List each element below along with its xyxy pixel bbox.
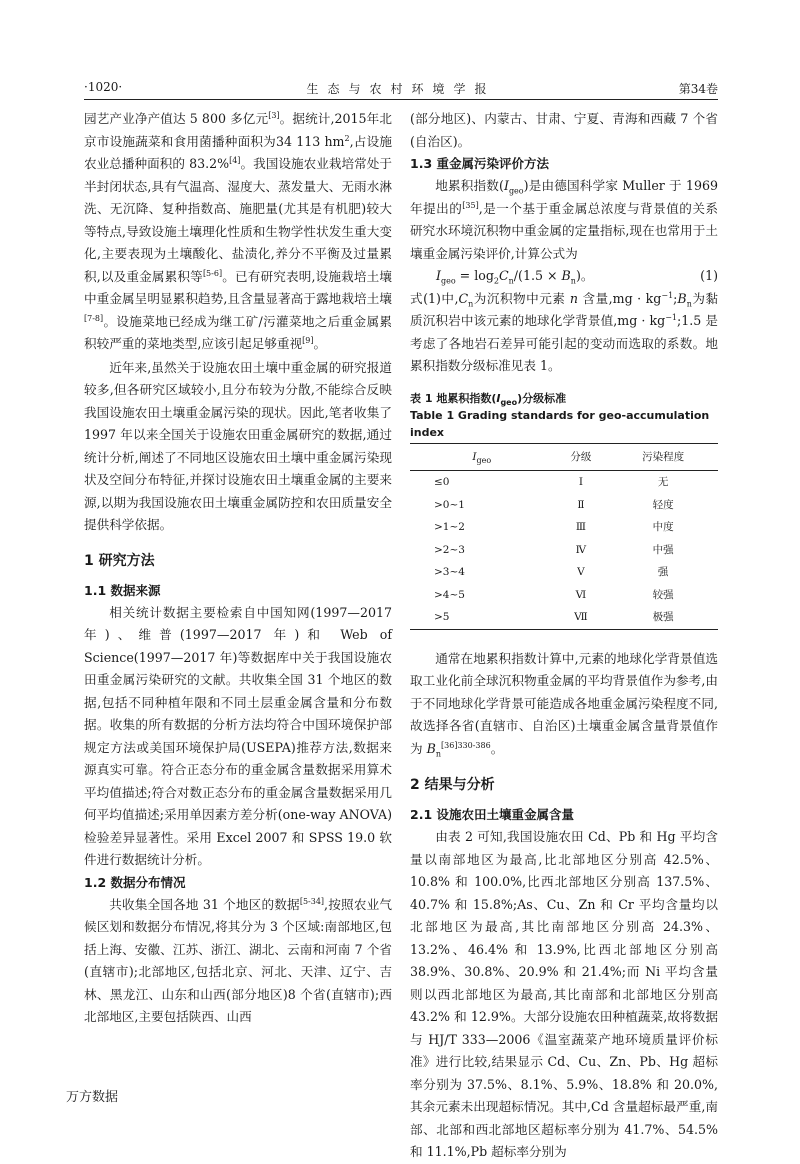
table-header-row	[410, 443, 718, 471]
subsection-heading-data-source: 1.1 数据来源	[84, 582, 161, 598]
running-header	[84, 80, 718, 100]
section-heading-results: 2 结果与分析	[410, 777, 495, 793]
table-header-level: 污染程度	[608, 443, 718, 471]
subsection-heading-heavy-metal-content: 2.1 设施农田土壤重金属含量	[410, 807, 574, 822]
paragraph-purpose: 近年来,虽然关于设施农田土壤中重金属的研究报道较多,但各研究区域较小,且分布较为分散,不能综合反映我国设施农田土壤重金属污染的现状。因此,笔者收集了 1997 年以来全国关于设施农田重金属研究的数据,通过统计分析,阐述了不同地区设施农田土壤中重金属污染现状及空间分布特征,并探讨设施农田土壤重金属的主要来源,以期为我国设施农田土壤重金属防控和农田质量安全提供科学依据。	[84, 359, 392, 532]
citation: [36]330-386	[441, 740, 491, 750]
grading-table	[410, 443, 718, 630]
citation: [4]	[229, 155, 241, 165]
table-row: >4~5 Ⅵ 较强	[434, 588, 674, 601]
table-header-grade: 分级	[554, 443, 609, 471]
volume-label: 第34卷	[678, 82, 718, 96]
table-row: >1~2 Ⅲ 中度	[434, 521, 674, 533]
table-caption-cn: 表 1 地累积指数$(I_{geo})$分级标准	[410, 391, 567, 407]
citation: [3]	[268, 110, 280, 120]
citation: [5-6]	[202, 268, 223, 278]
citation: [9]	[302, 335, 314, 345]
citation: [7-8]	[84, 313, 104, 323]
citation: [5-34]	[299, 896, 325, 906]
citation: [35]	[462, 200, 479, 210]
paragraph-results: 由表 2 可知,我国设施农田 Cd、Pb 和 Hg 平均含量以南部地区为最高,比北部地区分别高 42.5%、10.8% 和 100.0%,比西北部地区分别高 137.5%、40.7% 和 15.8%;As、Cu、Zn 和 Cr 平均含量均以北部地区为最高,其比南部地区分别高 24.3%、13.2%、46.4% 和 13.9%,比西北部地区分别高 38.9%、30.8%、20.9% 和 21.4%;而 Ni 平均含量则以西北部地区为最高,其比南部和北部地区分别高 43.2% 和 12.9%。大部分设施农田种植蔬菜,故将数据与 HJ/T 333—2006《温室蔬菜产地环境质量评价标准》进行比较,结果显示 Cd、Cu、Zn、Pb、Hg 超标率分别为 37.5%、8.1%、5.9%、18.8% 和 20.0%,其余元素未出现超标情况。其中,Cd 含量超标最严重,南部、北部和西北部地区超标率分别为 41.7%、54.5% 和 11.1%,Pb 超标率分别为	[410, 829, 718, 1159]
subsection-heading-data-distribution: 1.2 数据分布情况	[84, 874, 186, 890]
paragraph-intro-cont: 园艺产业净产值达 5 800 多亿元[3]。据统计,2015年北京市设施蔬菜和食用菌播种面积为34 113 $hm^2$,占设施农业总播种面积的 83.2%[4]。我国设施农业栽培常处于半封闭状态,具有气温高、湿度大、蒸发量大、无雨水淋洗、无沉降、复种指数高、施肥量(尤其是有机肥)较大等特点,导致设施土壤理化性质和生物学性状发生重大变化,主要表现为土壤酸化、盐渍化,养分不平衡及过量累积,以及重金属累积等[5-6]。已有研究表明,设施栽培土壤中重金属呈明显累积趋势,且含量显著高于露地栽培土壤[7-8]。设施菜地已经成为继工矿/污灌菜地之后重金属累积较严重的菜地类型,应该引起足够重视[9]。	[84, 110, 393, 351]
footer-watermark: 万方数据	[66, 1090, 119, 1105]
equation-1: $I_{geo} = \log_2C_n/(1.5 \times B_n)$。 (1)	[410, 265, 718, 288]
table-row: >2~3 Ⅳ 中强	[434, 543, 674, 556]
journal-name: 生态与农村环境学报	[306, 82, 496, 96]
table-row: >0~1 Ⅱ 轻度	[434, 498, 674, 511]
paragraph-background-values: 通常在地累积指数计算中,元素的地球化学背景值选取工业化前全球沉积物重金属的平均背景值作为参考,由于不同地球化学背景可能造成各地重金属污染程度不同,故选择各省(直辖市、自治区)土壤重金属含量背景值作为 $B_n^{[36]330-386}$。	[410, 650, 718, 759]
section-heading-methods: 1 研究方法	[84, 552, 155, 569]
left-column	[84, 108, 392, 1029]
table-header-igeo: $I_{geo}$	[410, 443, 554, 471]
subsection-heading-evaluation-method: 1.3 重金属污染评价方法	[410, 156, 549, 171]
paragraph-igeo-intro: 地累积指数$(I_{geo})$是由德国科学家 Muller 于 1969 年提出的[35],是一个基于重金属总浓度与背景值的关系研究水环境沉积物中重金属的定量指标,现在也常用于土壤重金属污染评价,计算公式为	[410, 178, 719, 261]
table-row: >5 Ⅶ 极强	[410, 606, 718, 629]
header-rule	[84, 99, 718, 100]
table-caption-en: Table 1 Grading standards for geo-accumulation index	[410, 408, 710, 439]
paragraph-data-distribution: 共收集全国各地 31 个地区的数据[5-34],按照农业气候区划和数据分布情况,将其分为 3 个区域:南部地区,包括上海、安徽、江苏、浙江、湖北、云南和河南 7 个省(直辖市);北部地区,包括北京、河北、天津、辽宁、吉林、黑龙江、山东和山西(部分地区)8 个省(直辖市);西北部地区,主要包括陕西、山西	[84, 896, 392, 1024]
table-row: >3~4 Ⅴ 强	[434, 566, 669, 578]
paragraph-equation-explain: 式(1)中$,C_n$为沉积物中元素 n 含量$,mg \cdot kg^{-1};B_n$为黏质沉积岩中该元素的地球化学背景值$,mg \cdot kg^{-1};1.5$ 是考虑了各地岩石差异可能引起的变动而选取的系数。地累积指数分级标准见表 1。	[410, 290, 719, 373]
right-column	[410, 108, 718, 1164]
page-number: ·1020·	[84, 80, 123, 94]
paragraph-data-source: 相关统计数据主要检索自中国知网(1997—2017 年)、维普(1997—2017 年)和 Web of Science(1997—2017 年)等数据库中关于我国设施农田重金属污染研究的文献。共收集全国 31 个地区的数据,包括不同种植年限和不同土层重金属含量和分布数据。收集的所有数据的分析方法均符合中国环境保护部规定方法或美国环境保护局(USEPA)推荐方法,数据来源真实可靠。符合正态分布的重金属含量数据采用算术平均值描述;符合对数正态分布的重金属含量数据采用几何平均值描述;采用单因素方差分析(one-way ANOVA)检验差异显著性。采用 Excel 2007 和 SPSS 19.0 软件进行数据统计分析。	[84, 604, 392, 867]
paragraph-regions-cont: (部分地区)、内蒙古、甘肃、宁夏、青海和西藏 7 个省(自治区)。	[410, 111, 718, 149]
table-row: ≤0 Ⅰ 无	[434, 476, 669, 488]
equation-number: (1)	[700, 268, 718, 283]
